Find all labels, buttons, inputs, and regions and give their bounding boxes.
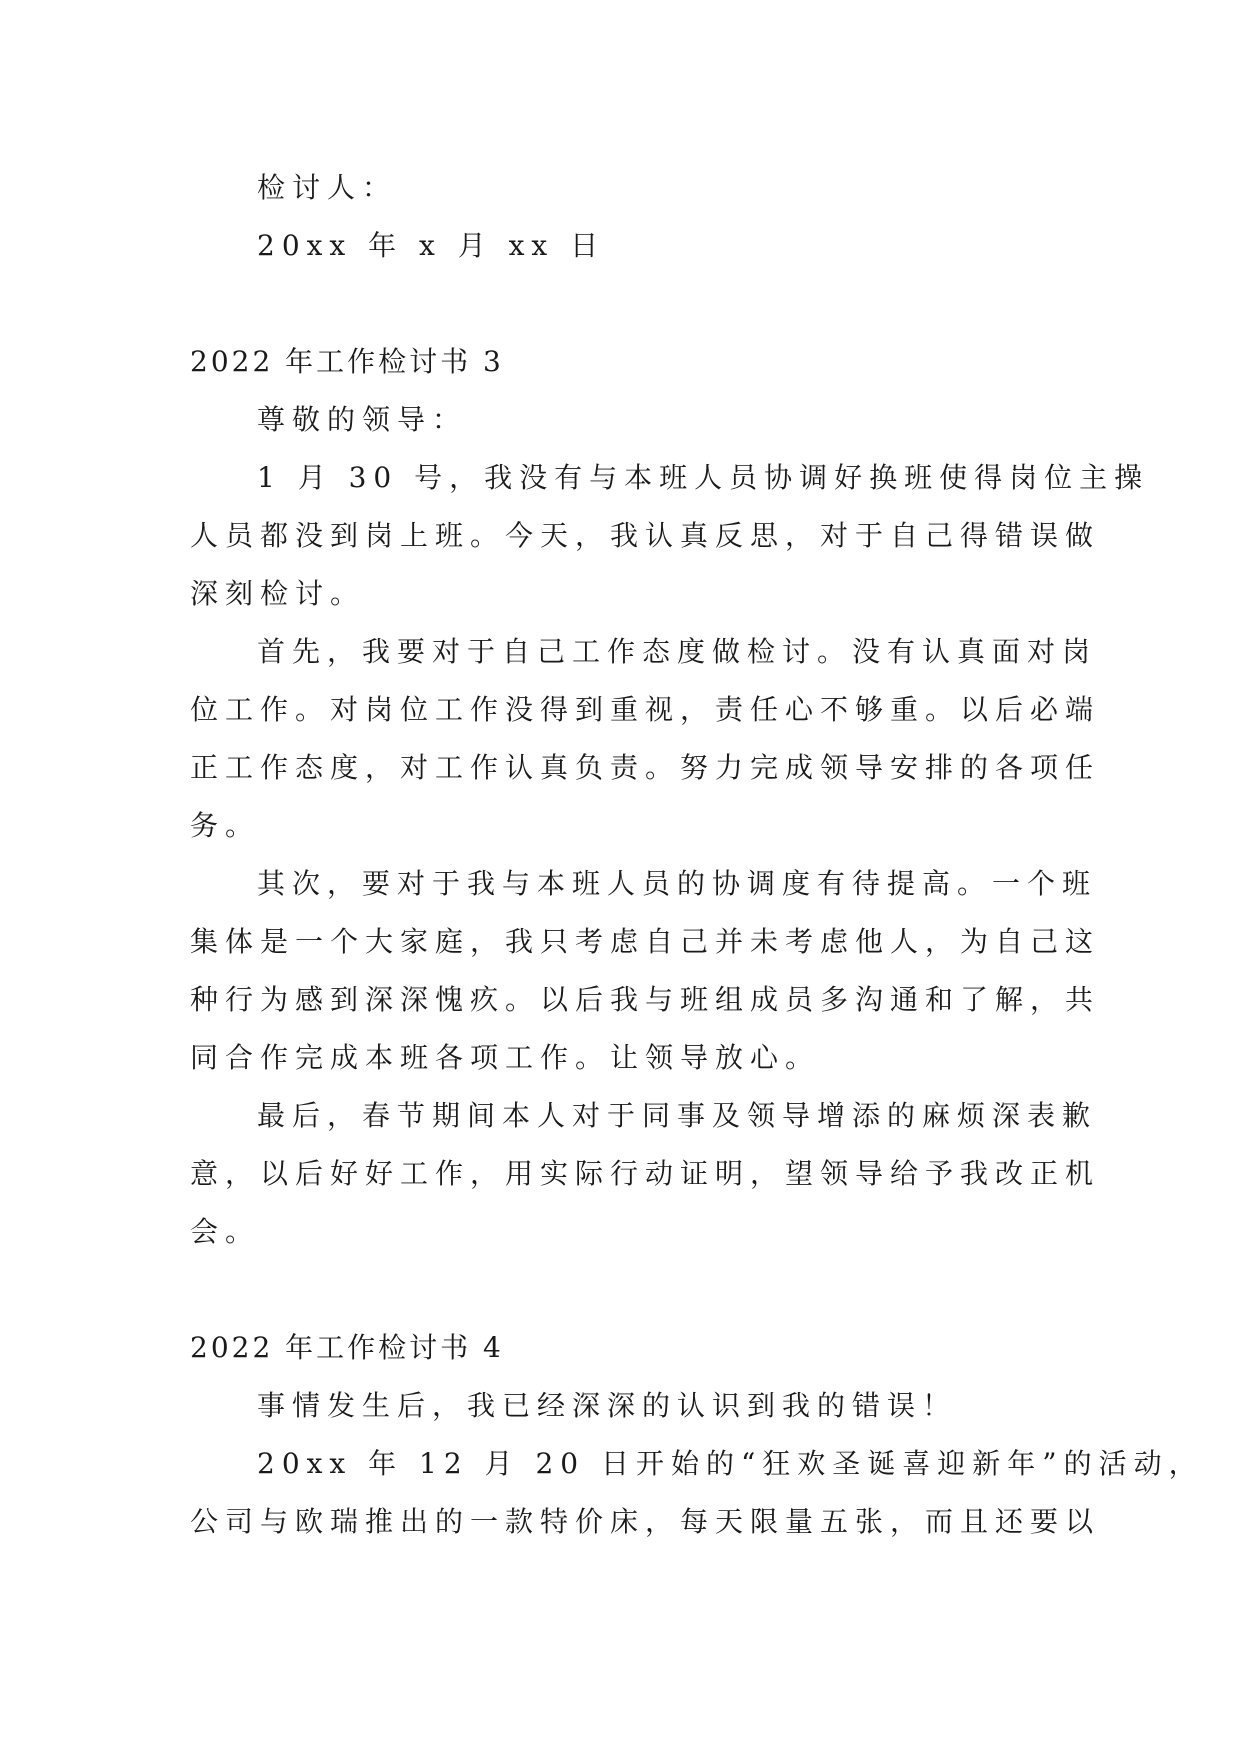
signature-date: 20xx 年 x 月 xx 日 xyxy=(257,229,606,262)
section-3-line: 会。 xyxy=(190,1215,261,1248)
section-4-line: 20xx 年 12 月 20 日开始的“狂欢圣诞喜迎新年”的活动， xyxy=(257,1447,1204,1480)
section-3-line: 意，以后好好工作，用实际行动证明，望领导给予我改正机 xyxy=(190,1157,1101,1190)
section-3-line: 正工作态度，对工作认真负责。努力完成领导安排的各项任 xyxy=(190,751,1101,784)
section-3-line: 务。 xyxy=(190,809,261,842)
section-3-line: 1 月 30 号，我没有与本班人员协调好换班使得岗位主操 xyxy=(257,461,1150,494)
section-4-title: 2022 年工作检讨书 4 xyxy=(190,1331,504,1364)
section-3-line: 同合作完成本班各项工作。让领导放心。 xyxy=(190,1041,821,1074)
section-4-line: 事情发生后，我已经深深的认识到我的错误！ xyxy=(257,1389,958,1422)
section-3-title: 2022 年工作检讨书 3 xyxy=(190,345,504,378)
section-3-line: 位工作。对岗位工作没得到重视，责任心不够重。以后必端 xyxy=(190,693,1101,726)
signature-label: 检讨人： xyxy=(257,171,398,204)
section-3-line: 种行为感到深深愧疚。以后我与班组成员多沟通和了解，共 xyxy=(190,983,1101,1016)
section-3-line: 最后，春节期间本人对于同事及领导增添的麻烦深表歉 xyxy=(257,1099,1098,1132)
section-3-line: 其次，要对于我与本班人员的协调度有待提高。一个班 xyxy=(257,867,1098,900)
section-3-line: 深刻检讨。 xyxy=(190,577,366,610)
section-4-line: 公司与欧瑞推出的一款特价床，每天限量五张，而且还要以 xyxy=(190,1505,1101,1538)
section-3-salutation: 尊敬的领导： xyxy=(257,403,468,436)
section-3-line: 人员都没到岗上班。今天，我认真反思，对于自己得错误做 xyxy=(190,519,1101,552)
section-3-line: 集体是一个大家庭，我只考虑自己并未考虑他人，为自己这 xyxy=(190,925,1101,958)
section-3-line: 首先，我要对于自己工作态度做检讨。没有认真面对岗 xyxy=(257,635,1098,668)
